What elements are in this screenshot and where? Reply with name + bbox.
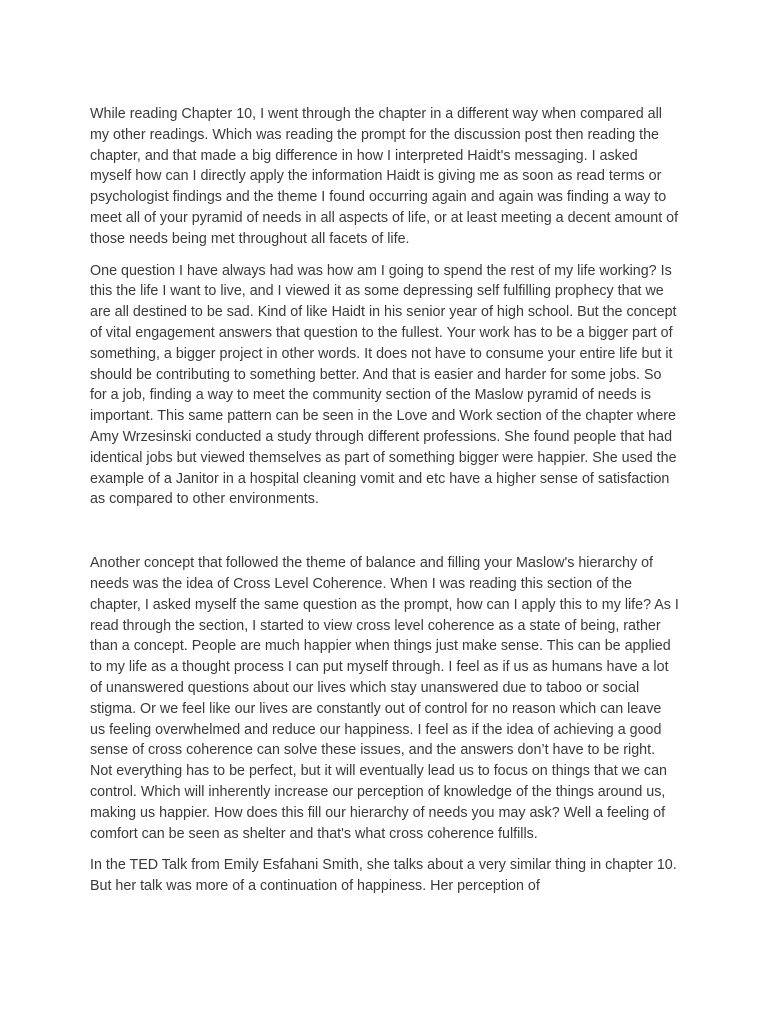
- document-body: [90, 104, 680, 908]
- paragraph-cross-level-coherence: Another concept that followed the theme of balance and filling your Maslow's hierarchy of needs was the idea of Cross Level Coherence. When I was reading this section of the chapter, I asked myself the same question as the prompt, how can I apply this to my life? As I read through the section, I started to view cross level coherence as a state of being, rather than a concept. People are much happier when things just make sense. This can be applied to my life as a thought process I can put myself through. I feel as if us as humans have a lot of unanswered questions about our lives which stay unanswered due to taboo or social stigma. Or we feel like our lives are constantly out of control for no reason which can leave us feeling overwhelmed and reduce our happiness. I feel as if the idea of achieving a good sense of cross coherence can solve these issues, and the answers don’t have to be right. Not everything has to be perfect, but it will eventually lead us to focus on things that we can control. Which will inherently increase our perception of knowledge of the things around us, making us happier. How does this fill our hierarchy of needs you may ask? Well a feeling of comfort can be seen as shelter and that's what cross coherence fulfills.: [90, 555, 679, 842]
- paragraph-spacer: [90, 521, 680, 553]
- paragraph-ted-talk: In the TED Talk from Emily Esfahani Smith, she talks about a very similar thing in chapter 10. But her talk was more of a continuation of happiness. Her perception of: [90, 857, 677, 895]
- paragraph-vital-engagement: One question I have always had was how am I going to spend the rest of my life working? Is this the life I want to live, and I viewed it as some depressing self fulfilling prophecy that we are all destined to be sad. Kind of like Haidt in his senior year of high school. But the concept of vital engagement answers that question to the fullest. Your work has to be a bigger part of something, a bigger project in other words. It does not have to consume your entire life but it should be contributing to something better. And that is easier and harder for some jobs. So for a job, finding a way to meet the community section of the Maslow pyramid of needs is important. This same pattern can be seen in the Love and Work section of the chapter where Amy Wrzesinski conducted a study through different professions. She found people that had identical jobs but viewed themselves as part of something bigger were happier. She used the example of a Janitor in a hospital cleaning vomit and etc have a higher sense of satisfaction as compared to other environments.: [90, 262, 677, 508]
- paragraph-chapter-10-reading: While reading Chapter 10, I went through the chapter in a different way when compared all my other readings. Which was reading the prompt for the discussion post then reading the chapter, and that made a big difference in how I interpreted Haidt's messaging. I asked myself how can I directly apply the information Haidt is giving me as soon as read terms or psychologist findings and the theme I found occurring again and again was finding a way to meet all of your pyramid of needs in all aspects of life, or at least meeting a decent amount of those needs being met throughout all facets of life.: [90, 106, 679, 247]
